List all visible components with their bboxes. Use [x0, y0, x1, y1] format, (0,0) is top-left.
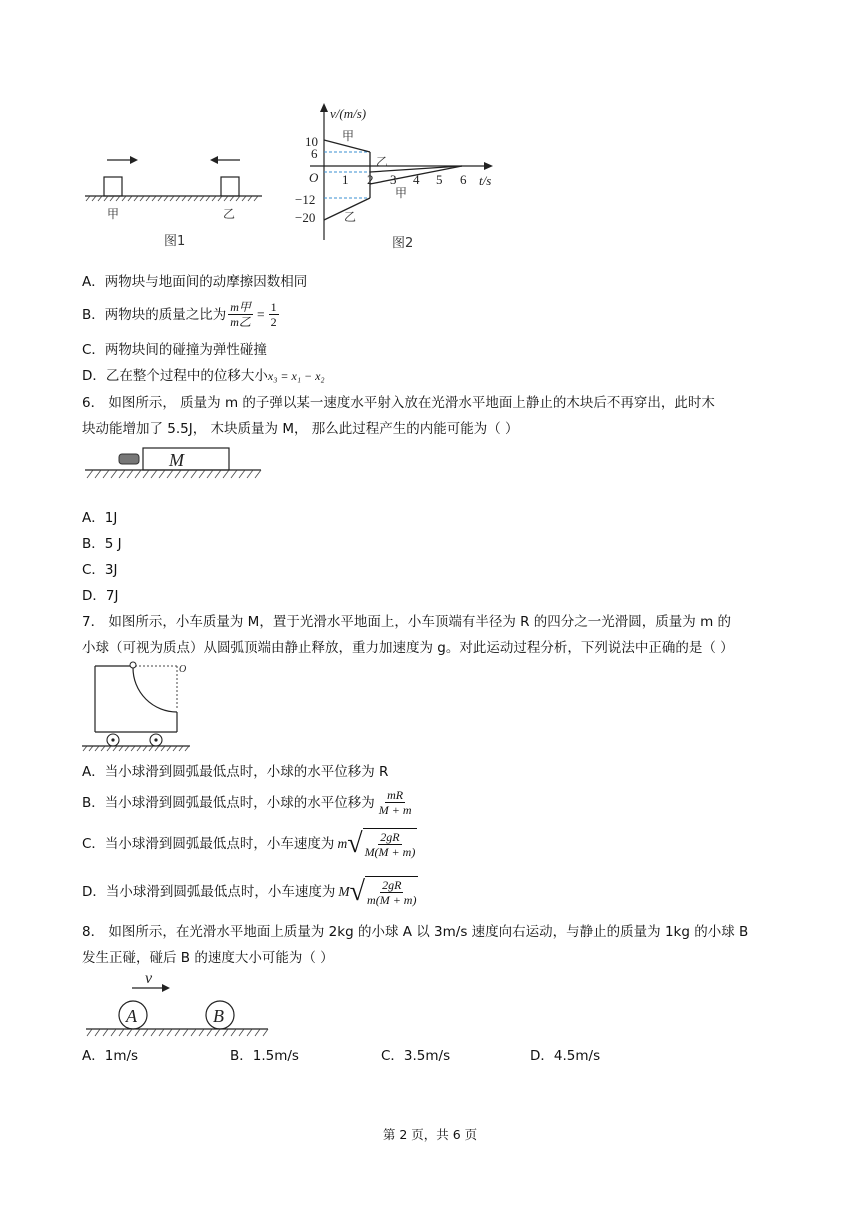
- fig2-xtick-1: 1: [342, 172, 349, 187]
- fig2-ytick-10: 10: [305, 134, 318, 149]
- q8-option-b: B．1.5m/s: [230, 1048, 299, 1064]
- fig2-caption: 图2: [392, 236, 414, 251]
- fig2-origin: O: [309, 170, 319, 185]
- q7-d-num: 2gR: [382, 878, 402, 892]
- q7-stem-line2: 小球（可视为质点）从圆弧顶端由静止释放，重力加速度为 g。对此运动过程分析，下列说法中正确的是（ ）: [82, 640, 734, 656]
- q5-rhs-den: 2: [270, 315, 277, 329]
- q8-stem-line2: 发生正碰，碰后 B 的速度大小可能为（ ）: [82, 950, 334, 966]
- fig2-line-yi-lower: 乙: [344, 210, 357, 224]
- q6-option-b: B．5 J: [82, 536, 122, 552]
- q6-option-d: D．7J: [82, 588, 119, 604]
- q5-option-d: [82, 366, 325, 386]
- q7-c-den: M(M + m): [364, 845, 416, 859]
- q7-option-c: [82, 828, 417, 859]
- fig2-ytick-neg12: −12: [295, 192, 316, 207]
- q7-c-num: 2gR: [380, 830, 400, 844]
- q8-ball-a-label: A: [126, 1006, 137, 1026]
- q5-option-b: B．两物块的质量之比为 $\frac{\text{m甲}}{\text{m乙}}$ = $\frac{1}{2}$: [82, 300, 277, 329]
- q7-option-c-text: C．当小球滑到圆弧最低点时，小车速度为: [82, 835, 335, 852]
- fig2-xtick-5: 5: [436, 172, 443, 187]
- fig1-left-label: 甲: [107, 207, 120, 221]
- figure-1: [80, 150, 270, 250]
- q8-velocity-label: v: [145, 970, 153, 987]
- q5-option-b-text: B．两物块的质量之比为: [82, 306, 227, 323]
- q8-option-a: A．1m/s: [82, 1048, 139, 1064]
- q8-ball-b-label: B: [213, 1006, 224, 1026]
- q5-mass-ratio: [228, 300, 253, 329]
- q5-ratio-value: [269, 300, 279, 329]
- fig2-y-axis-label: v/(m/s): [330, 106, 367, 121]
- q6-option-c: C．3J: [82, 562, 118, 578]
- fig2-line-jia-upper: 甲: [342, 129, 355, 143]
- q5-option-d-text: D．乙在整个过程中的位移大小: [82, 368, 268, 384]
- fig2-line-jia-lower: 甲: [395, 186, 408, 200]
- q5-ratio-den: m乙: [230, 315, 251, 329]
- q5-rhs-num: 1: [270, 300, 277, 314]
- fig2-x-axis-label: t/s: [479, 173, 492, 188]
- fig1-caption: 图1: [164, 234, 186, 249]
- q7-option-d-sqrt: √ $\frac{2gR}{m(M + m)}$: [349, 875, 417, 907]
- q6-block-label: M: [169, 450, 184, 470]
- fig2-ytick-neg20: −20: [295, 210, 316, 225]
- fig2-xtick-2: 2: [367, 172, 374, 187]
- q7-b-den: M + m: [378, 803, 412, 817]
- q7-option-c-sqrt: √ $\frac{2gR}{M(M + m)}$: [347, 827, 416, 859]
- figure-2-vt-graph: [290, 100, 510, 258]
- q8-option-d: D．4.5m/s: [530, 1048, 601, 1064]
- q7-option-b-formula: [377, 788, 414, 817]
- q5-option-d-formula: x₃ = x₁ − x₂: [267, 369, 325, 383]
- q5-option-a: A．两物块与地面间的动摩擦因数相同: [82, 274, 308, 290]
- page-footer: 第 2 页，共 6 页: [382, 1127, 478, 1142]
- fig2-line-yi-upper: 乙: [376, 155, 389, 169]
- fig2-xtick-3: 3: [390, 172, 397, 187]
- q7-option-b: [82, 788, 416, 817]
- fig2-ytick-6: 6: [311, 146, 318, 161]
- q7-d-coef: M: [338, 883, 350, 899]
- q6-option-a: A．1J: [82, 510, 118, 526]
- q7-stem-line1: 7． 如图所示，小车质量为 M，置于光滑水平地面上，小车顶端有半径为 R 的四分之一光滑圆，质量为 m 的: [82, 614, 732, 630]
- q7-option-a: A．当小球滑到圆弧最低点时，小球的水平位移为 R: [82, 764, 389, 780]
- q8-stem-line1: 8． 如图所示，在光滑水平地面上质量为 2kg 的小球 A 以 3m/s 速度向右运动，与静止的质量为 1kg 的小球 B: [82, 924, 749, 940]
- fig1-right-label: 乙: [223, 207, 236, 221]
- q7-option-d-text: D．当小球滑到圆弧最低点时，小车速度为: [82, 883, 336, 900]
- q8-figure-balls: [84, 966, 274, 1042]
- q7-b-num: mR: [387, 788, 404, 802]
- q5-ratio-num: m甲: [230, 300, 251, 314]
- q6-stem-line1: 6． 如图所示， 质量为 m 的子弹以某一速度水平射入放在光滑水平地面上静止的木块后不再穿出，此时木: [82, 395, 715, 411]
- q7-c-coef: m: [337, 835, 348, 851]
- fig2-xtick-4: 4: [413, 172, 420, 187]
- q7-figure-point-o: O: [179, 664, 187, 675]
- fig2-xtick-6: 6: [460, 172, 467, 187]
- q5-option-c: C．两物块间的碰撞为弹性碰撞: [82, 342, 267, 358]
- q6-figure-bullet-block: [85, 444, 265, 486]
- q7-option-b-text: B．当小球滑到圆弧最低点时，小球的水平位移为: [82, 794, 375, 811]
- q7-figure-cart: [80, 660, 195, 752]
- q6-stem-line2: 块动能增加了 5.5J， 木块质量为 M， 那么此过程产生的内能可能为（ ）: [82, 421, 519, 437]
- q7-option-d: [82, 876, 418, 907]
- q8-option-c: C．3.5m/s: [381, 1048, 451, 1064]
- q7-d-den: m(M + m): [367, 893, 417, 907]
